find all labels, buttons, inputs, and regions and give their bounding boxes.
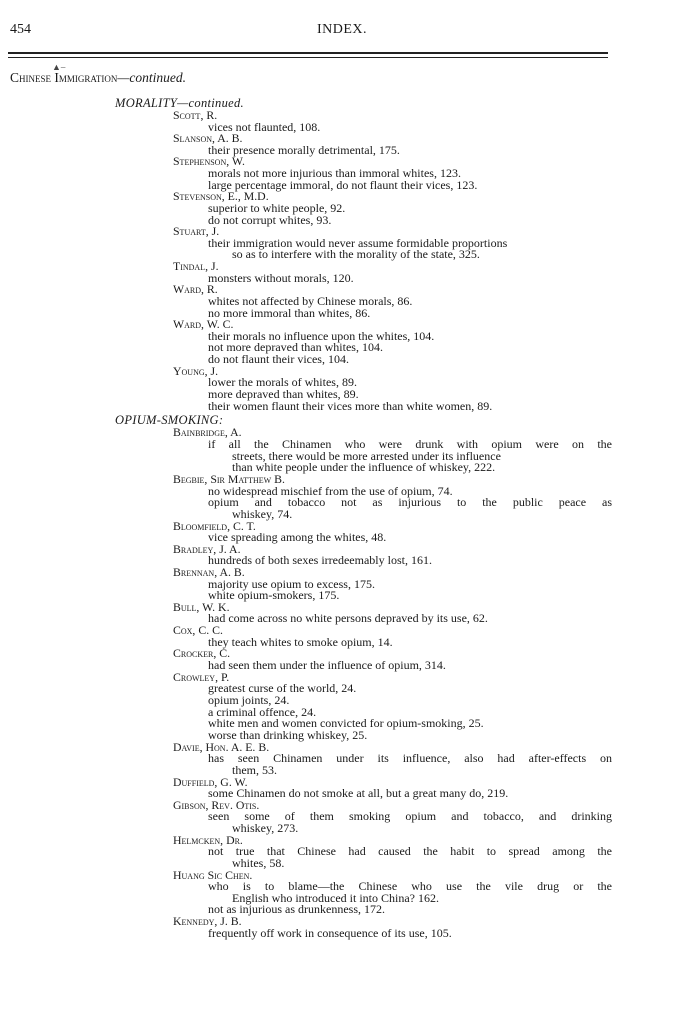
index-name: Ward, W. C. — [173, 317, 234, 332]
entry-text: vices not flaunted, 108. — [208, 119, 321, 134]
entry-text: whites not affected by Chinese morals, 86. — [208, 293, 413, 308]
entry-text: worse than drinking whiskey, 25. — [208, 727, 368, 742]
entry-text: frequently off work in consequence of its use, 105. — [208, 925, 452, 940]
index-name: Young, J. — [173, 363, 219, 378]
entry-text: majority use opium to excess, 175. — [208, 576, 375, 591]
index-entry — [208, 119, 612, 134]
entry-text: had seen them under the influence of opium, 314. — [208, 657, 446, 672]
index-name: Scott, R. — [173, 108, 218, 122]
entry-text: seen some of them smoking opium and tobacco, and drinking — [208, 809, 612, 824]
section-heading-opium-smoking: OPIUM-SMOKING: — [115, 413, 224, 428]
entry-text: some Chinamen do not smoke at all, but a great many do, 219. — [208, 786, 509, 801]
index-entry — [208, 165, 612, 192]
entry-text: not as injurious as drunkenness, 172. — [208, 902, 385, 917]
entry-text: a criminal offence, 24. — [208, 704, 317, 719]
entry-text: opium and tobacco not as injurious to the public peace as — [208, 495, 612, 510]
entry-text: they teach whites to smoke opium, 14. — [208, 634, 393, 649]
index-name: Huang Sic Chen. — [173, 867, 253, 882]
index-name: Slanson, A. B. — [173, 131, 243, 146]
index-name: Bloomfield, C. T. — [173, 518, 256, 533]
index-name: Ward, R. — [173, 282, 218, 297]
entry-text: do not corrupt whites, 93. — [208, 212, 332, 227]
entry-text: hundreds of both sexes irredeemably lost, 161. — [208, 553, 432, 568]
index-entry — [208, 328, 612, 367]
index-entry — [208, 657, 612, 672]
printer-mark-icon: ▲– — [52, 62, 66, 72]
main-heading-title: Chinese Immigration — [10, 70, 118, 85]
entry-text: vice spreading among the whites, 48. — [208, 530, 387, 545]
index-name: Stuart, J. — [173, 224, 220, 239]
entry-text: their immigration would never assume formidable proportions — [208, 235, 508, 250]
index-entry — [208, 377, 612, 412]
entry-text: has seen Chinamen under its influence, also had after-effects on — [208, 751, 612, 766]
index-entry — [208, 925, 612, 940]
index-name: Stevenson, E., M.D. — [173, 189, 269, 204]
entry-text: monsters without morals, 120. — [208, 270, 354, 285]
index-entry — [208, 788, 612, 800]
entry-text: English who introduced it into China? 162. — [232, 890, 439, 905]
index-content — [0, 96, 684, 939]
index-name: Bainbridge, A. — [173, 425, 242, 440]
index-entry — [208, 811, 612, 834]
index-name: Davie, Hon. A. E. B. — [173, 739, 270, 754]
main-heading — [10, 70, 186, 86]
entry-text: morals not more injurious than immoral whites, 123. — [208, 165, 461, 180]
index-name: Crocker, C. — [173, 646, 231, 661]
index-entry — [208, 634, 612, 649]
entry-text: no more immoral than whites, 86. — [208, 305, 371, 320]
index-name: Crowley, P. — [173, 669, 230, 684]
index-entry — [208, 846, 612, 869]
entry-text: who is to blame—the Chinese who use the vile drug or the — [208, 879, 612, 894]
header-rule-thin — [8, 57, 608, 58]
index-entry — [208, 142, 612, 157]
entry-text: white men and women convicted for opium-smoking, 25. — [208, 716, 484, 731]
entry-text: their women flaunt their vices more than white women, 89. — [208, 398, 493, 413]
entry-text: whiskey, 74. — [232, 506, 293, 521]
entry-text: than white people under the influence of whiskey, 222. — [232, 460, 496, 475]
entry-text: no widespread mischief from the use of opium, 74. — [208, 483, 453, 498]
index-entry — [208, 270, 612, 285]
index-name: Begbie, Sir Matthew B. — [173, 472, 285, 487]
entry-text: opium joints, 24. — [208, 692, 290, 707]
index-entry — [208, 532, 612, 544]
section-heading-morality: MORALITY—continued. — [115, 96, 244, 110]
entry-text: if all the Chinamen who were drunk with opium were on the — [208, 436, 612, 451]
entry-text: superior to white people, 92. — [208, 200, 346, 215]
entry-text: large percentage immoral, do not flaunt their vices, 123. — [208, 177, 478, 192]
running-head: INDEX. — [316, 22, 368, 37]
page-number: 454 — [10, 22, 31, 37]
index-entry — [208, 576, 612, 603]
index-name: Bradley, J. A. — [173, 541, 241, 556]
header-rule-thick — [8, 52, 608, 54]
index-name: Brennan, A. B. — [173, 565, 245, 580]
index-entry — [208, 753, 612, 776]
index-entry — [208, 881, 612, 916]
index-entry — [208, 436, 612, 475]
index-entry — [208, 235, 612, 262]
index-name: Kennedy, J. B. — [173, 914, 242, 929]
entry-text: not more depraved than whites, 104. — [208, 340, 383, 355]
entry-text: had come across no white persons depraved by its use, 62. — [208, 611, 488, 626]
index-entry — [208, 293, 612, 320]
main-heading-continued: —continued. — [117, 70, 186, 85]
index-entry — [208, 200, 612, 227]
index-name: Helmcken, Dr. — [173, 832, 243, 847]
index-entry — [208, 683, 612, 742]
entry-text: streets, there would be more arrested under its influence — [232, 448, 501, 463]
index-name: Duffield, G. W. — [173, 774, 248, 789]
entry-text: their presence morally detrimental, 175. — [208, 142, 400, 157]
entry-text: whites, 58. — [232, 855, 285, 870]
index-name: Cox, C. C. — [173, 623, 223, 638]
entry-text: white opium-smokers, 175. — [208, 588, 340, 603]
index-name: Gibson, Rev. Otis. — [173, 797, 260, 812]
entry-text: lower the morals of whites, 89. — [208, 375, 357, 390]
entry-text: their morals no influence upon the whites, 104. — [208, 328, 435, 343]
entry-text: them, 53. — [232, 762, 277, 777]
index-name: Stephenson, W. — [173, 154, 245, 169]
index-entry — [208, 613, 612, 625]
index-name: Bull, W. K. — [173, 599, 230, 614]
entry-text: not true that Chinese had caused the habit to spread among the — [208, 844, 612, 859]
entry-text: greatest curse of the world, 24. — [208, 681, 357, 696]
entry-text: more depraved than whites, 89. — [208, 387, 359, 402]
index-name: Tindal, J. — [173, 259, 219, 274]
index-entry — [208, 483, 612, 521]
entry-text: whiskey, 273. — [232, 820, 299, 835]
entry-text: do not flaunt their vices, 104. — [208, 352, 349, 367]
index-entry — [208, 555, 612, 567]
entry-text: so as to interfere with the morality of the state, 325. — [232, 247, 480, 262]
